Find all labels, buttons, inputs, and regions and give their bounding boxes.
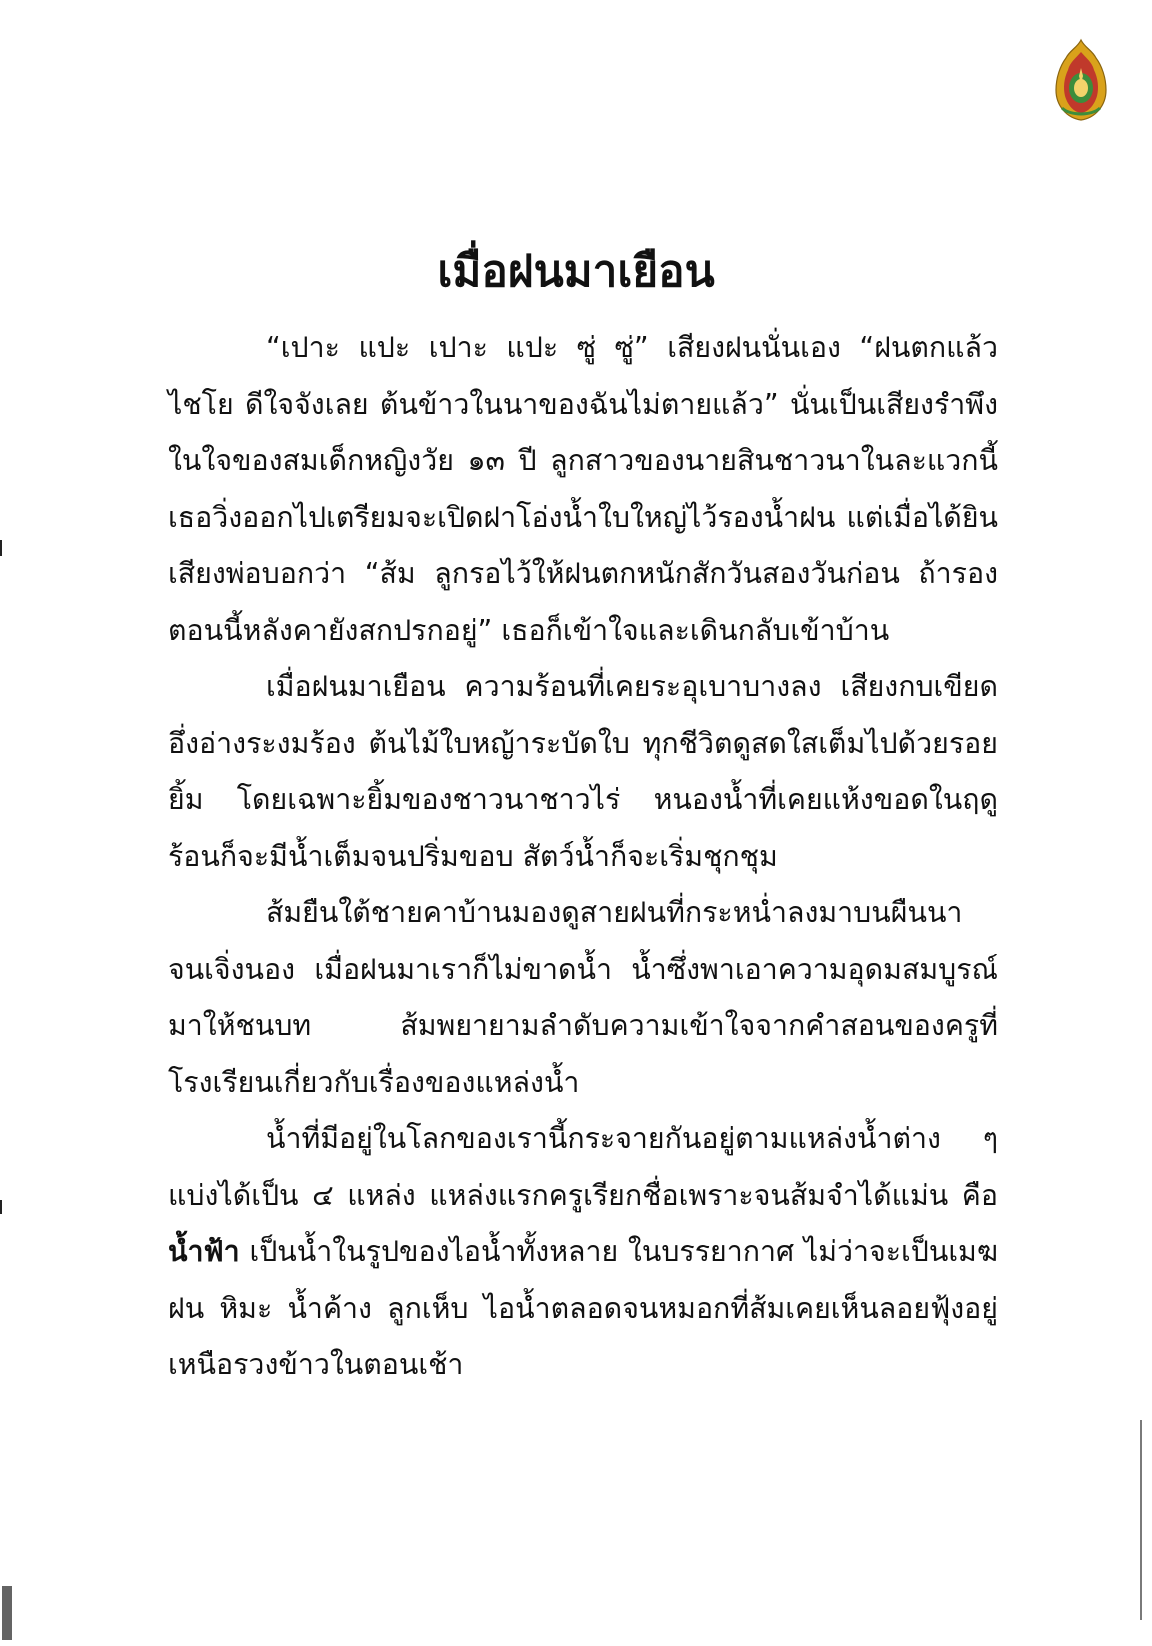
paragraph-2: เมื่อฝนมาเยือน ความร้อนที่เคยระอุเบาบางลง เสียงกบเขียด อึ่งอ่างระงมร้อง ต้นไม้ใบหญ้าระบัดใบ ทุกชีวิตดูสดใสเต็มไปด้วยรอยยิ้ม โดยเฉพาะยิ้มของชาวนาชาวไร่ หนองน้ำที่เคยแห้งขอดในฤดูร้อนก็จะมีน้ำเต็มจนปริ่มขอบ สัตว์น้ำก็จะเริ่มชุกชุม [168,670,998,873]
scan-edge-mark [0,540,2,556]
paragraph-4-lead: น้ำที่มีอยู่ในโลกของเรานี้กระจายกันอยู่ตามแหล่งน้ำต่าง ๆ แบ่งได้เป็น ๔ แหล่ง แหล่งแรกครูเรียกชื่อเพราะจนส้มจำได้แม่น คือ [168,1122,998,1212]
paragraph-3: ส้มยืนใต้ชายคาบ้านมองดูสายฝนที่กระหน่ำลงมาบนผืนนาจนเจิ่งนอง เมื่อฝนมาเราก็ไม่ขาดน้ำ น้ำซึ่งพาเอาความอุดมสมบูรณ์มาให้ชนบท ส้มพยายามลำดับความเข้าใจจากคำสอนของครูที่โรงเรียนเกี่ยวกับเรื่องของแหล่งน้ำ [168,896,998,1099]
ministry-emblem-icon [1052,38,1110,122]
scan-edge-mark [0,1200,2,1214]
paragraph-4 [168,1111,998,1394]
scan-edge-mark [1140,1420,1142,1620]
paragraph-1: “เปาะ แปะ เปาะ แปะ ซู่ ซู่” เสียงฝนนั่นเอง “ฝนตกแล้ว ไชโย ดีใจจังเลย ต้นข้าวในนาของฉันไม่ตายแล้ว” นั่นเป็นเสียงรำพึงในใจของสมเด็กหญิงวัย ๑๓ ปี ลูกสาวของนายสินชาวนาในละแวกนี้ เธอวิ่งออกไปเตรียมจะเปิดฝาโอ่งน้ำใบใหญ่ไว้รองน้ำฝน แต่เมื่อได้ยินเสียงพ่อบอกว่า “ส้ม ลูกรอไว้ให้ฝนตกหนักสักวันสองวันก่อน ถ้ารองตอนนี้หลังคายังสกปรกอยู่” เธอก็เข้าใจและเดินกลับเข้าบ้าน [168,331,998,647]
paragraph-4-rest: เป็นน้ำในรูปของไอน้ำทั้งหลาย ในบรรยากาศ ไม่ว่าจะเป็นเมฆ ฝน หิมะ น้ำค้าง ลูกเห็บ ไอน้ำตลอดจนหมอกที่ส้มเคยเห็นลอยฟุ้งอยู่เหนือรวงข้าวในตอนเช้า [168,1235,998,1381]
emphasis-term: น้ำฟ้า [168,1235,240,1268]
page-title: เมื่อฝนมาเยือน [437,246,715,297]
scan-edge-mark [2,1586,12,1640]
body-text [168,320,998,1394]
